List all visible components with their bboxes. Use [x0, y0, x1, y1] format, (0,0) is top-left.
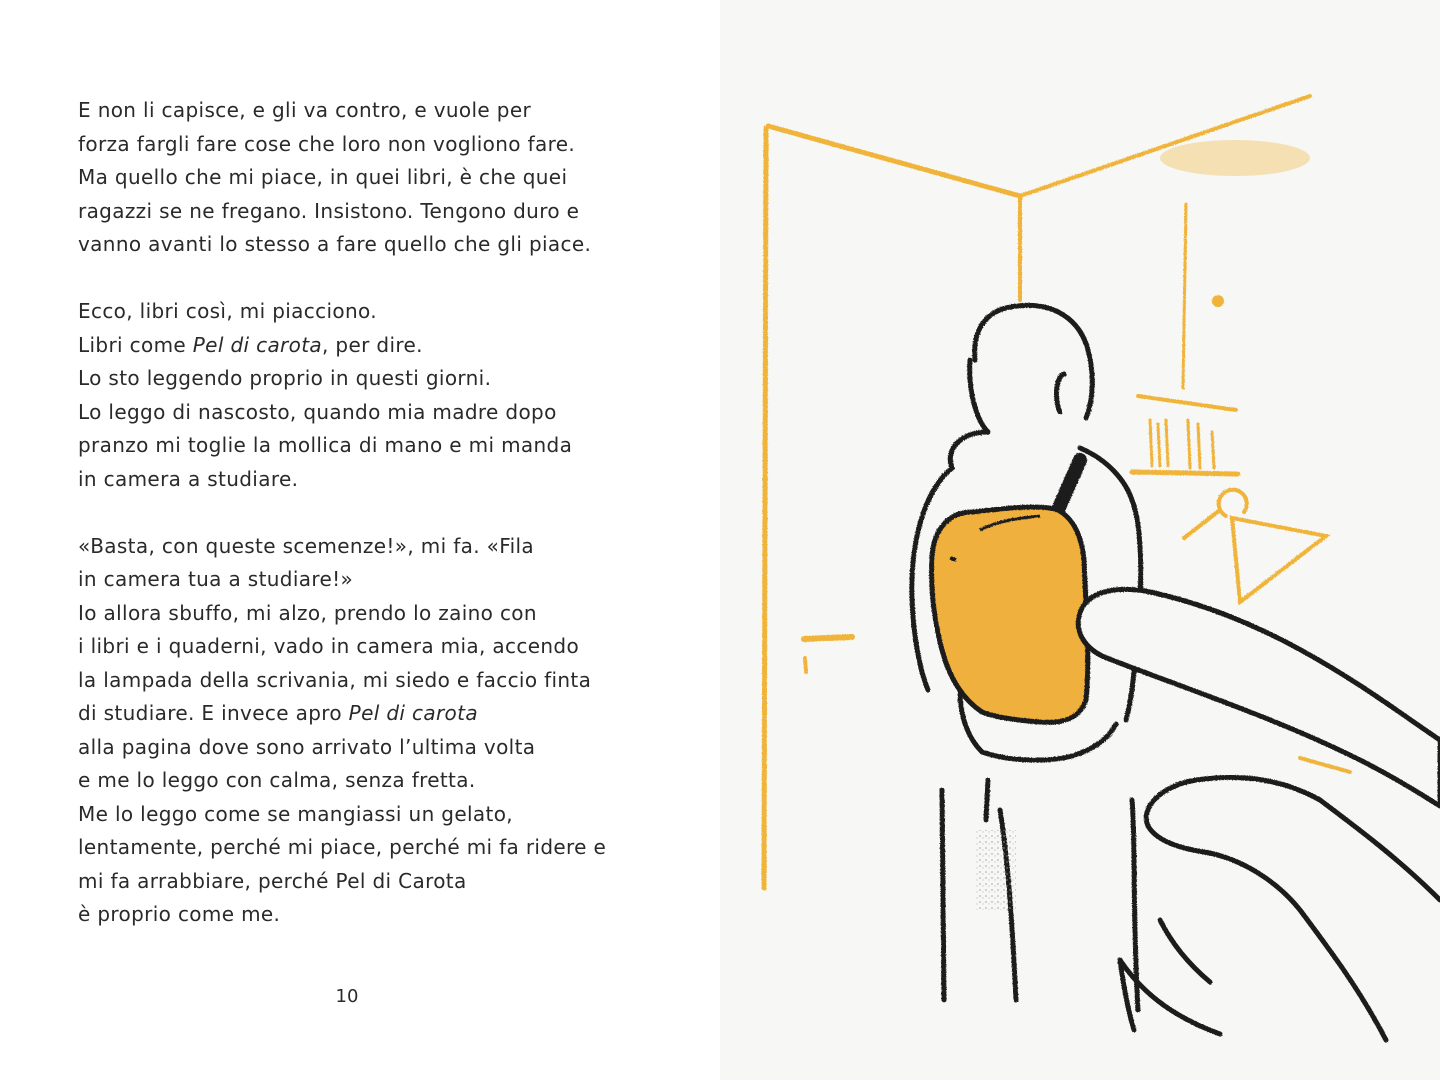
text-line: [78, 228, 678, 262]
text-line: [78, 396, 678, 430]
text-line: [78, 697, 678, 731]
room-lines: [764, 96, 1350, 888]
text-line: [78, 831, 678, 865]
paragraph-gap: [78, 262, 678, 296]
text-line: [78, 128, 678, 162]
text-line: [78, 195, 678, 229]
text-line: [78, 664, 678, 698]
text-line: [78, 563, 678, 597]
backpack: [931, 507, 1087, 722]
illustration: [720, 0, 1440, 1080]
text-segment: Me lo leggo come se mangiassi un gelato,: [78, 801, 514, 826]
text-segment: Io allora sbuffo, mi alzo, prendo lo zaino con: [78, 600, 537, 625]
text-segment: Ecco, libri così, mi piacciono.: [78, 299, 377, 323]
text-line: [78, 463, 678, 497]
text-line: [78, 630, 678, 664]
body-text: [78, 94, 678, 932]
text-segment: mi fa arrabbiare, perché Pel di Carota: [78, 868, 467, 893]
text-line: [78, 798, 678, 832]
ceiling-smudge: [1160, 140, 1310, 176]
text-segment: lentamente, perché mi piace, perché mi fa ridere e: [78, 835, 607, 859]
text-line: [78, 295, 678, 329]
text-segment: ragazzi se ne fregano. Insistono. Tengono duro e: [78, 198, 580, 223]
text-line: [78, 329, 678, 363]
text-segment: «Basta, con queste scemenze!», mi fa. «Fila: [78, 533, 535, 558]
italic-title: Pel di carota: [192, 332, 323, 357]
text-segment: alla pagina dove sono arrivato l’ultima volta: [78, 734, 536, 759]
text-segment: è proprio come me.: [78, 902, 281, 926]
text-segment: in camera tua a studiare!»: [78, 567, 354, 591]
text-segment: E non li capisce, e gli va contro, e vuole per: [78, 98, 532, 122]
text-segment: la lampada della scrivania, mi siedo e faccio finta: [78, 667, 592, 692]
text-line: [78, 94, 678, 128]
text-segment: in camera a studiare.: [78, 466, 299, 491]
text-segment: e me lo leggo con calma, senza fretta.: [78, 768, 476, 792]
text-segment: Lo sto leggendo proprio in questi giorni.: [78, 366, 492, 390]
text-segment: i libri e i quaderni, vado in camera mia, accendo: [78, 634, 580, 658]
page-number: 10: [335, 986, 359, 1007]
text-line: [78, 898, 678, 932]
leg-shadow: [976, 830, 1016, 910]
text-line: [78, 161, 678, 195]
text-line: [78, 764, 678, 798]
text-line: [78, 530, 678, 564]
text-line: [78, 731, 678, 765]
text-segment: Lo leggo di nascosto, quando mia madre dopo: [78, 399, 557, 424]
text-line: [78, 597, 678, 631]
text-segment: Libri come: [78, 332, 193, 357]
text-segment: , per dire.: [322, 332, 423, 357]
text-segment: forza fargli fare cose che loro non vogliono fare.: [78, 131, 576, 156]
text-segment: pranzo mi toglie la mollica di mano e mi manda: [78, 433, 573, 457]
right-page: [720, 0, 1440, 1080]
paragraph-gap: [78, 496, 678, 530]
text-line: [78, 429, 678, 463]
text-line: [78, 865, 678, 899]
text-line: [78, 362, 678, 396]
text-segment: vanno avanti lo stesso a fare quello che gli piace.: [78, 232, 592, 256]
text-segment: Ma quello che mi piace, in quei libri, è che quei: [78, 165, 568, 189]
italic-title: Pel di carota: [348, 701, 478, 725]
text-segment: di studiare. E invece apro: [78, 701, 349, 725]
